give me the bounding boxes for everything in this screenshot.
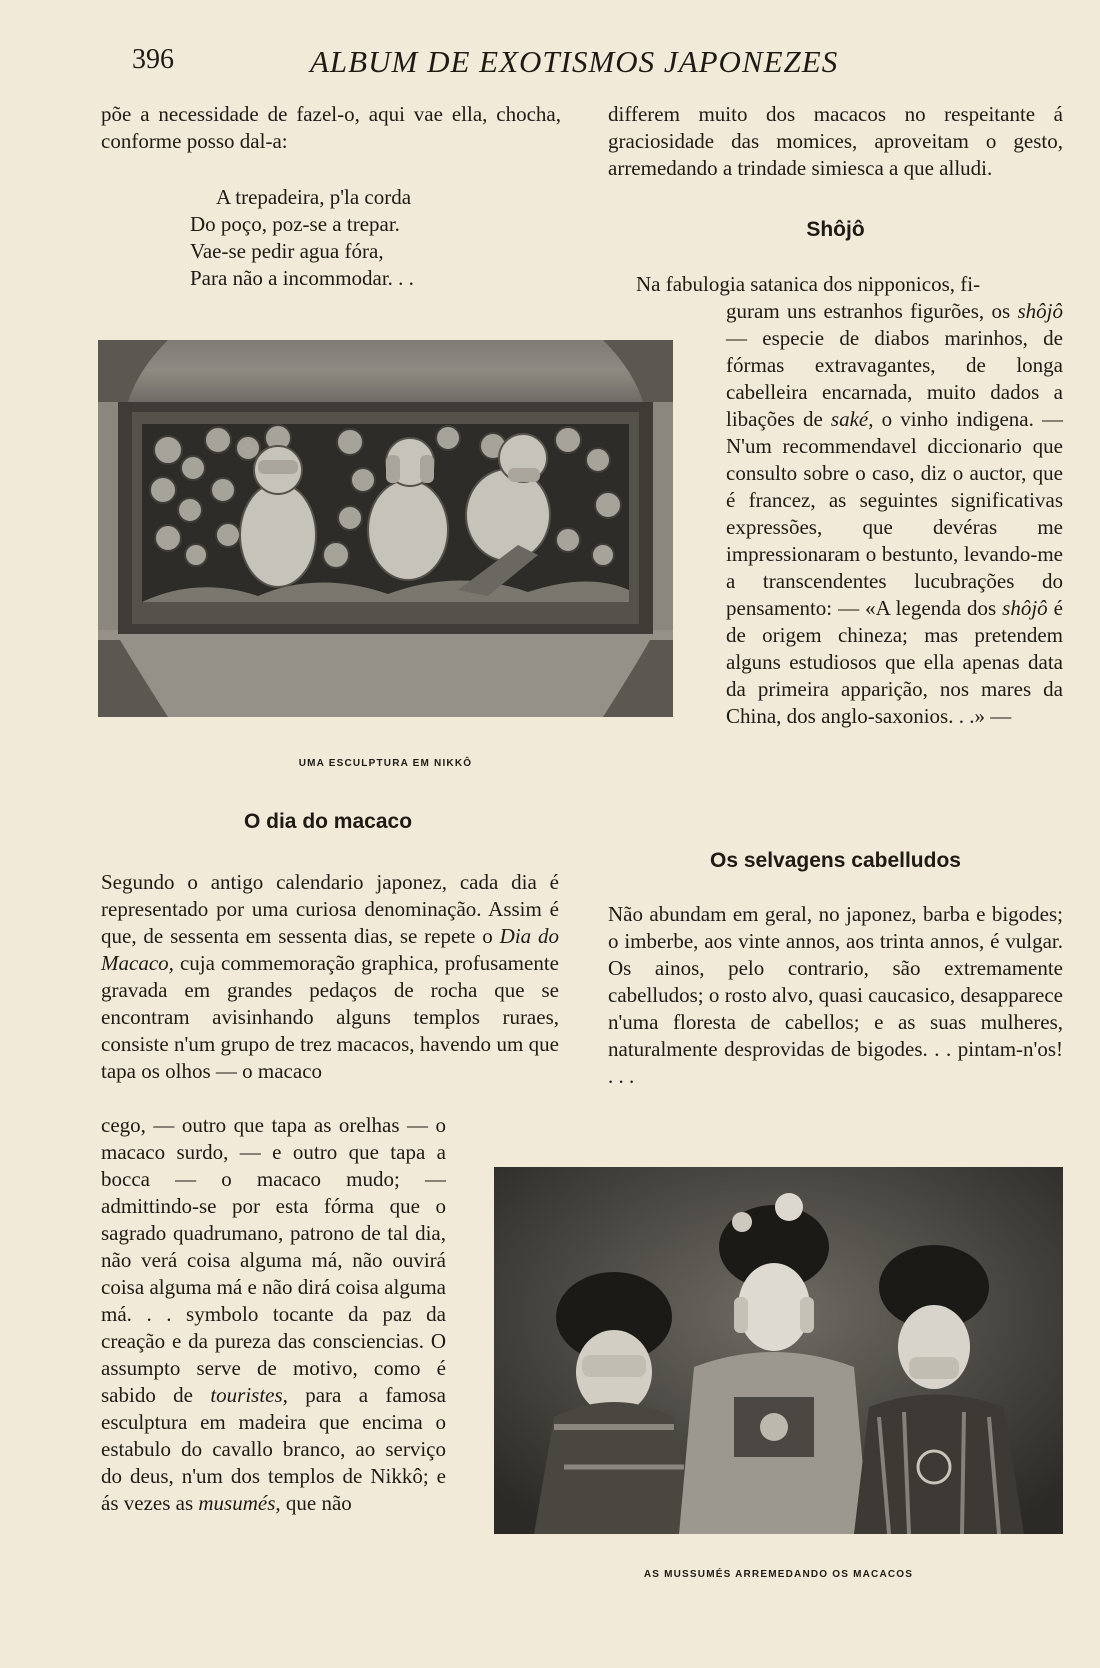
heading-dia-do-macaco: O dia do macaco: [243, 810, 413, 833]
cabelludos-paragraph: Não abundam em geral, no japonez, barba e bigodes; o imberbe, aos vinte annos, aos trinta annos, é vulgar. Os ainos, pelo contrario, são extremamente cabelludos; o rosto alvo, quasi caucasico, desapparece n'uma floresta de cabellos; e as suas mulheres, naturalmente desprovidas de bigodes. . . pintam-n'os! . . .: [608, 902, 1063, 1088]
dia-do-macaco-paragraph-part1: Segundo o antigo calendario japonez, cada dia é representado por uma curiosa denominação. Assim é que, de sessenta em sessenta dias, se repete o Dia do Macaco, cuja commemoração graphica, profusamente gravada em grandes pedaços de rocha que se encontram avisinhando alguns templos ruraes, consiste n'um grupo de trez macacos, havendo um que tapa os olhos — o macaco: [101, 870, 560, 1083]
figure1-caption: UMA ESCULPTURA EM NIKKÔ: [298, 758, 473, 769]
three-monkeys-carving: [98, 340, 673, 717]
heading-selvagens-cabelludos: Os selvagens cabelludos: [710, 849, 961, 872]
three-girls-photo: [494, 1167, 1063, 1534]
verse-line: Vae-se pedir agua fóra,: [190, 239, 384, 263]
verse: [190, 184, 414, 292]
verse-line: A trepadeira, p'la corda: [216, 185, 412, 209]
running-title: ALBUM DE EXOTISMOS JAPONEZES: [310, 44, 839, 79]
mussumes-photo: [494, 1167, 1063, 1534]
verse-line: Do poço, poz-se a trepar.: [190, 212, 400, 236]
shojo-paragraph: guram uns estranhos figurões, os shôjô — especie de diabos marinhos, de fórmas extravagantes, de longa cabelleira encarnada, muito dados a libações de saké, o vinho indigena. — N'um recommendavel diccionario que consulto sobre o caso, diz o auctor, que é francez, as seguintes significativas expressões, que devéras me impressionaram o bestunto, levando-me a transcendentes lucubrações do pensamento: — «A legenda dos shôjô é de origem chineza; mas pretendem alguns estudiosos que ella apenas data da primeira apparição, nos mares da China, dos anglo-saxonios. . .» —: [726, 299, 1063, 728]
dia-do-macaco-paragraph-part2: cego, — outro que tapa as orelhas — o macaco surdo, — e outro que tapa a bocca — o macaco mudo; — admittindo-se por esta fórma que o sagrado quadrumano, patrono de tal dia, não verá coisa alguma má, não ouvirá coisa alguma má e não dirá coisa alguma má. . . symbolo tocante da paz da creação e da pureza das consciencias. O assumpto serve de motivo, como é sabido de touristes, para a famosa esculptura em madeira que encima o estabulo do cavallo branco, ao serviço do deus, n'um dos templos de Nikkô; e ás vezes as musumés, que não: [101, 1113, 446, 1515]
heading-shojo: Shôjô: [806, 218, 865, 241]
page-number: 396: [132, 44, 174, 75]
intro-paragraph: põe a necessidade de fazel-o, aqui vae ella, chocha, conforme posso dal-a:: [101, 102, 561, 153]
nikko-sculpture-photo: [98, 340, 673, 717]
verse-line: Para não a incommodar. . .: [190, 266, 414, 290]
figure2-caption: AS MUSSUMÉS ARREMEDANDO OS MACACOS: [643, 1569, 914, 1580]
shojo-first-line: Na fabulogia satanica dos nipponicos, fi-: [636, 272, 981, 296]
continuation-paragraph: differem muito dos macacos no respeitante á graciosidade das momices, aproveitam o gesto, arremedando a trindade simiesca a que alludi.: [608, 102, 1063, 180]
